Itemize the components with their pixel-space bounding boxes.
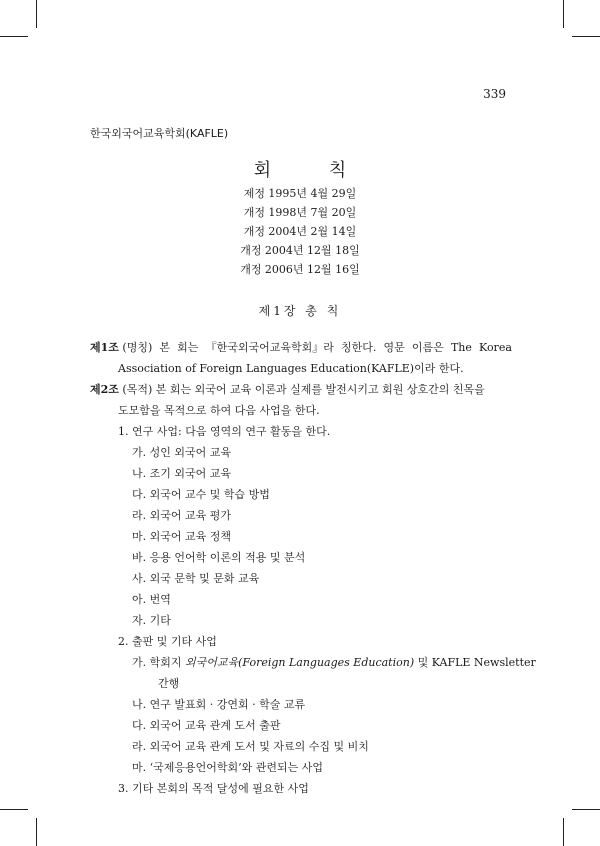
article-1-line-1	[90, 337, 512, 358]
item-1-sub: 라. 외국어 교육 평가	[132, 509, 231, 522]
revision-history	[0, 184, 600, 279]
article-1-word: (명칭)	[122, 341, 153, 354]
crop-mark	[0, 809, 28, 810]
article-1-word: 회는	[177, 341, 199, 354]
item-2-sub: 다. 외국어 교육 관계 도서 출판	[132, 719, 281, 732]
journal-title: 외국어교육(Foreign Languages Education)	[185, 656, 415, 669]
item-1-sub: 가. 성인 외국어 교육	[132, 446, 231, 459]
article-1-label: 제1조	[90, 341, 119, 354]
page-number: 339	[483, 87, 506, 101]
crop-mark	[0, 36, 28, 37]
item-1-sub: 사. 외국 문학 및 문화 교육	[132, 572, 260, 585]
document-title: 회 칙	[253, 160, 373, 181]
article-1-word: 본	[159, 341, 171, 354]
article-1-line-2: Association of Foreign Languages Education(KAFLE)이라 한다.	[118, 362, 464, 375]
item-1-sub: 자. 기타	[132, 614, 171, 627]
article-2-label: 제2조	[90, 383, 119, 396]
revision-date: 개정 2004년 2월 14일	[243, 225, 357, 238]
item-1-sub: 바. 응용 언어학 이론의 적용 및 분석	[132, 551, 306, 564]
item-2-sub-ga-prefix: 가. 학회지	[132, 656, 185, 669]
article-1-word: 『한국외국어교육학회』라	[205, 341, 334, 354]
article-2-line-2: 도모함을 목적으로 하여 다음 사업을 한다.	[118, 404, 320, 417]
revision-date: 개정 2004년 12월 18일	[240, 244, 360, 257]
chapter-heading: 제1장 총 칙	[258, 304, 342, 318]
item-1-sub: 나. 조기 외국어 교육	[132, 467, 231, 480]
item-2-sub-ga-suffix: 및 KAFLE Newsletter	[414, 656, 536, 669]
running-header: 한국외국어교육학회(KAFLE)	[90, 127, 229, 140]
article-2-line-1	[90, 379, 512, 400]
crop-mark	[563, 818, 564, 846]
crop-mark	[572, 36, 600, 37]
crop-mark	[563, 0, 564, 28]
item-3-title: 3. 기타 본회의 목적 달성에 필요한 사업	[118, 782, 309, 795]
crop-mark	[36, 818, 37, 846]
crop-mark	[36, 0, 37, 28]
revision-date: 개정 2006년 12월 16일	[240, 263, 360, 276]
item-2-sub-ga	[90, 652, 536, 673]
item-2-sub-ga-continued: 간행	[158, 677, 180, 690]
item-1-sub: 다. 외국어 교수 및 학습 방법	[132, 488, 270, 501]
article-1-word: 칭한다.	[340, 341, 377, 354]
article-1-word: The	[450, 341, 472, 354]
article-1-word: 영문	[383, 341, 405, 354]
item-1-title: 1. 연구 사업: 다음 영역의 연구 활동을 한다.	[118, 425, 331, 438]
item-1-sub: 마. 외국어 교육 정책	[132, 530, 231, 543]
item-2-sub: 마. ‘국제응용언어학회’와 관련되는 사업	[132, 761, 323, 774]
revision-date: 개정 1998년 7월 20일	[243, 206, 357, 219]
article-1-word: Korea	[479, 341, 512, 354]
article-2-text: (목적) 본 회는 외국어 교육 이론과 실제를 발전시키고 회원 상호간의 친목을	[118, 383, 485, 396]
item-2-sub: 나. 연구 발표회 · 강연회 · 학술 교류	[132, 698, 306, 711]
article-1-word: 이름은	[411, 341, 444, 354]
item-1-sub: 아. 번역	[132, 593, 171, 606]
item-2-title: 2. 출판 및 기타 사업	[118, 635, 217, 648]
revision-date: 제정 1995년 4월 29일	[243, 187, 357, 200]
item-2-sub: 라. 외국어 교육 관계 도서 및 자료의 수집 및 비치	[132, 740, 369, 753]
document-body	[90, 337, 536, 799]
crop-mark	[572, 809, 600, 810]
